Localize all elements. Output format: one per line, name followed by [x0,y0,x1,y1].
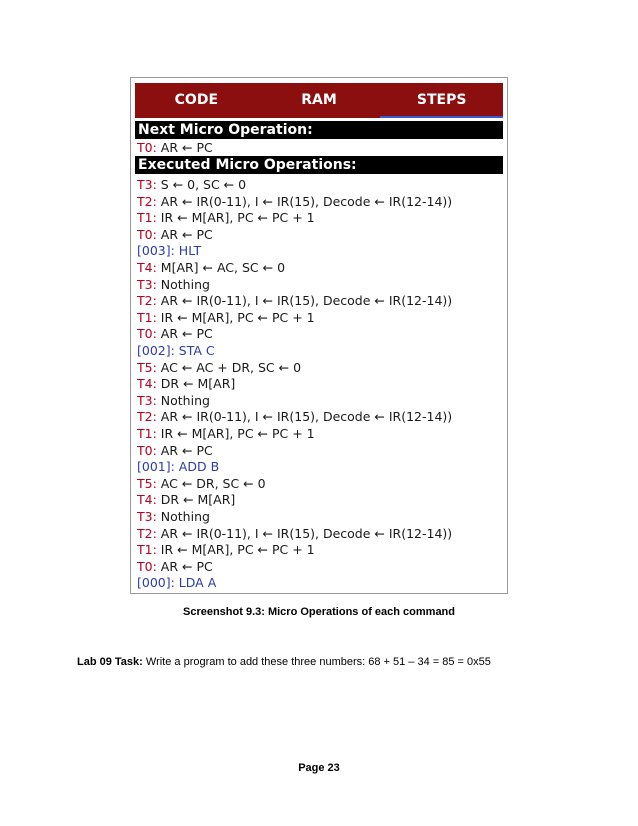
timing-label: T0: [137,558,157,574]
micro-operation-line [137,475,266,492]
micro-operation-line [137,276,210,293]
timing-label: T3: [137,392,157,408]
micro-operation-line [137,325,213,342]
micro-operation-text: Nothing [156,509,210,524]
app-screenshot [130,77,508,594]
micro-operation-line [137,525,452,542]
timing-label: T2: [137,525,157,541]
micro-operation-text: AR ← PC [156,226,213,242]
micro-operation-text: AR ← PC [156,442,213,458]
task-label: Lab 09 Task: [77,656,143,668]
instruction-line: [001]: ADD B [137,459,220,475]
micro-operation-text: IR ← M[AR], PC ← PC + 1 [156,426,315,441]
tab-steps[interactable]: STEPS [380,83,503,118]
page-number: Page 23 [298,762,340,774]
micro-operation-line [137,259,285,276]
micro-operation-line [137,491,235,508]
micro-operation-text: AR ← IR(0-11), I ← IR(15), Decode ← IR(12-14)) [156,409,453,425]
timing-label: T2: [137,193,157,209]
figure-caption: Screenshot 9.3: Micro Operations of each command [182,606,455,618]
tab-bar [135,83,503,118]
timing-label: T5: [137,475,157,491]
micro-operation-text: M[AR] ← AC, SC ← 0 [156,260,286,275]
micro-operation-text: AR ← IR(0-11), I ← IR(15), Decode ← IR(12-14)) [156,525,453,541]
timing-label: T3: [137,177,157,192]
micro-operation-line [137,176,246,193]
micro-operation-line [137,508,210,525]
timing-label: T1: [137,210,157,226]
tab-ram[interactable]: RAM [301,92,337,108]
micro-operation-text: AR ← PC [156,326,213,342]
timing-label: T2: [137,293,157,309]
instruction-line: [002]: STA C [137,343,215,358]
executed-micro-operations-header: Executed Micro Operations: [135,156,503,174]
micro-operation-text: AR ← IR(0-11), I ← IR(15), Decode ← IR(12-14)) [156,293,453,309]
timing-label: T3: [137,509,157,524]
timing-label: T0: [137,226,157,242]
timing-label: T1: [137,426,157,441]
timing-label: T2: [137,409,157,425]
next-micro-operation-line [137,139,213,156]
micro-operation-text: Nothing [156,392,210,408]
micro-operation-text: AR ← PC [156,140,213,155]
micro-operation-line [137,425,315,442]
tab-code[interactable]: CODE [174,92,219,108]
timing-label: T4: [137,492,157,508]
timing-label: T4: [137,260,157,275]
next-micro-operation-header: Next Micro Operation: [135,121,503,139]
micro-operation-text: IR ← M[AR], PC ← PC + 1 [156,542,315,558]
timing-label: T0: [137,140,157,155]
timing-label: T3: [137,276,157,292]
micro-operation-text: AR ← IR(0-11), I ← IR(15), Decode ← IR(12-14)) [156,193,453,209]
micro-operation-line [137,442,213,459]
micro-operation-text: AC ← DR, SC ← 0 [156,475,266,491]
micro-operation-line [137,375,235,392]
micro-operation-line [137,359,301,376]
micro-operation-text: DR ← M[AR] [156,376,236,392]
timing-label: T0: [137,326,157,342]
instruction-line: [003]: HLT [137,243,202,259]
micro-operation-line [137,558,213,575]
micro-operation-text: IR ← M[AR], PC ← PC + 1 [156,210,315,226]
lab-task [77,656,491,668]
micro-operation-text: AC ← AC + DR, SC ← 0 [156,359,302,375]
timing-label: T1: [137,542,157,558]
task-text: Write a program to add these three numbers: 68 + 51 – 34 = 85 = 0x55 [142,656,491,668]
instruction-line: [000]: LDA A [137,575,217,591]
micro-operation-line [137,309,315,326]
micro-operation-line [137,541,315,558]
timing-label: T0: [137,442,157,458]
micro-operation-line [137,209,315,226]
micro-operation-text: AR ← PC [156,558,213,574]
timing-label: T1: [137,309,157,325]
micro-operation-line [137,292,452,309]
timing-label: T5: [137,359,157,375]
micro-operation-line [137,392,210,409]
micro-operation-line [137,193,452,210]
micro-operation-line [137,408,452,425]
micro-operation-text: DR ← M[AR] [156,492,236,508]
micro-operation-text: Nothing [156,276,210,292]
timing-label: T4: [137,376,157,392]
micro-operation-text: IR ← M[AR], PC ← PC + 1 [156,309,315,325]
micro-operation-line [137,226,213,243]
micro-operation-text: S ← 0, SC ← 0 [156,177,247,192]
